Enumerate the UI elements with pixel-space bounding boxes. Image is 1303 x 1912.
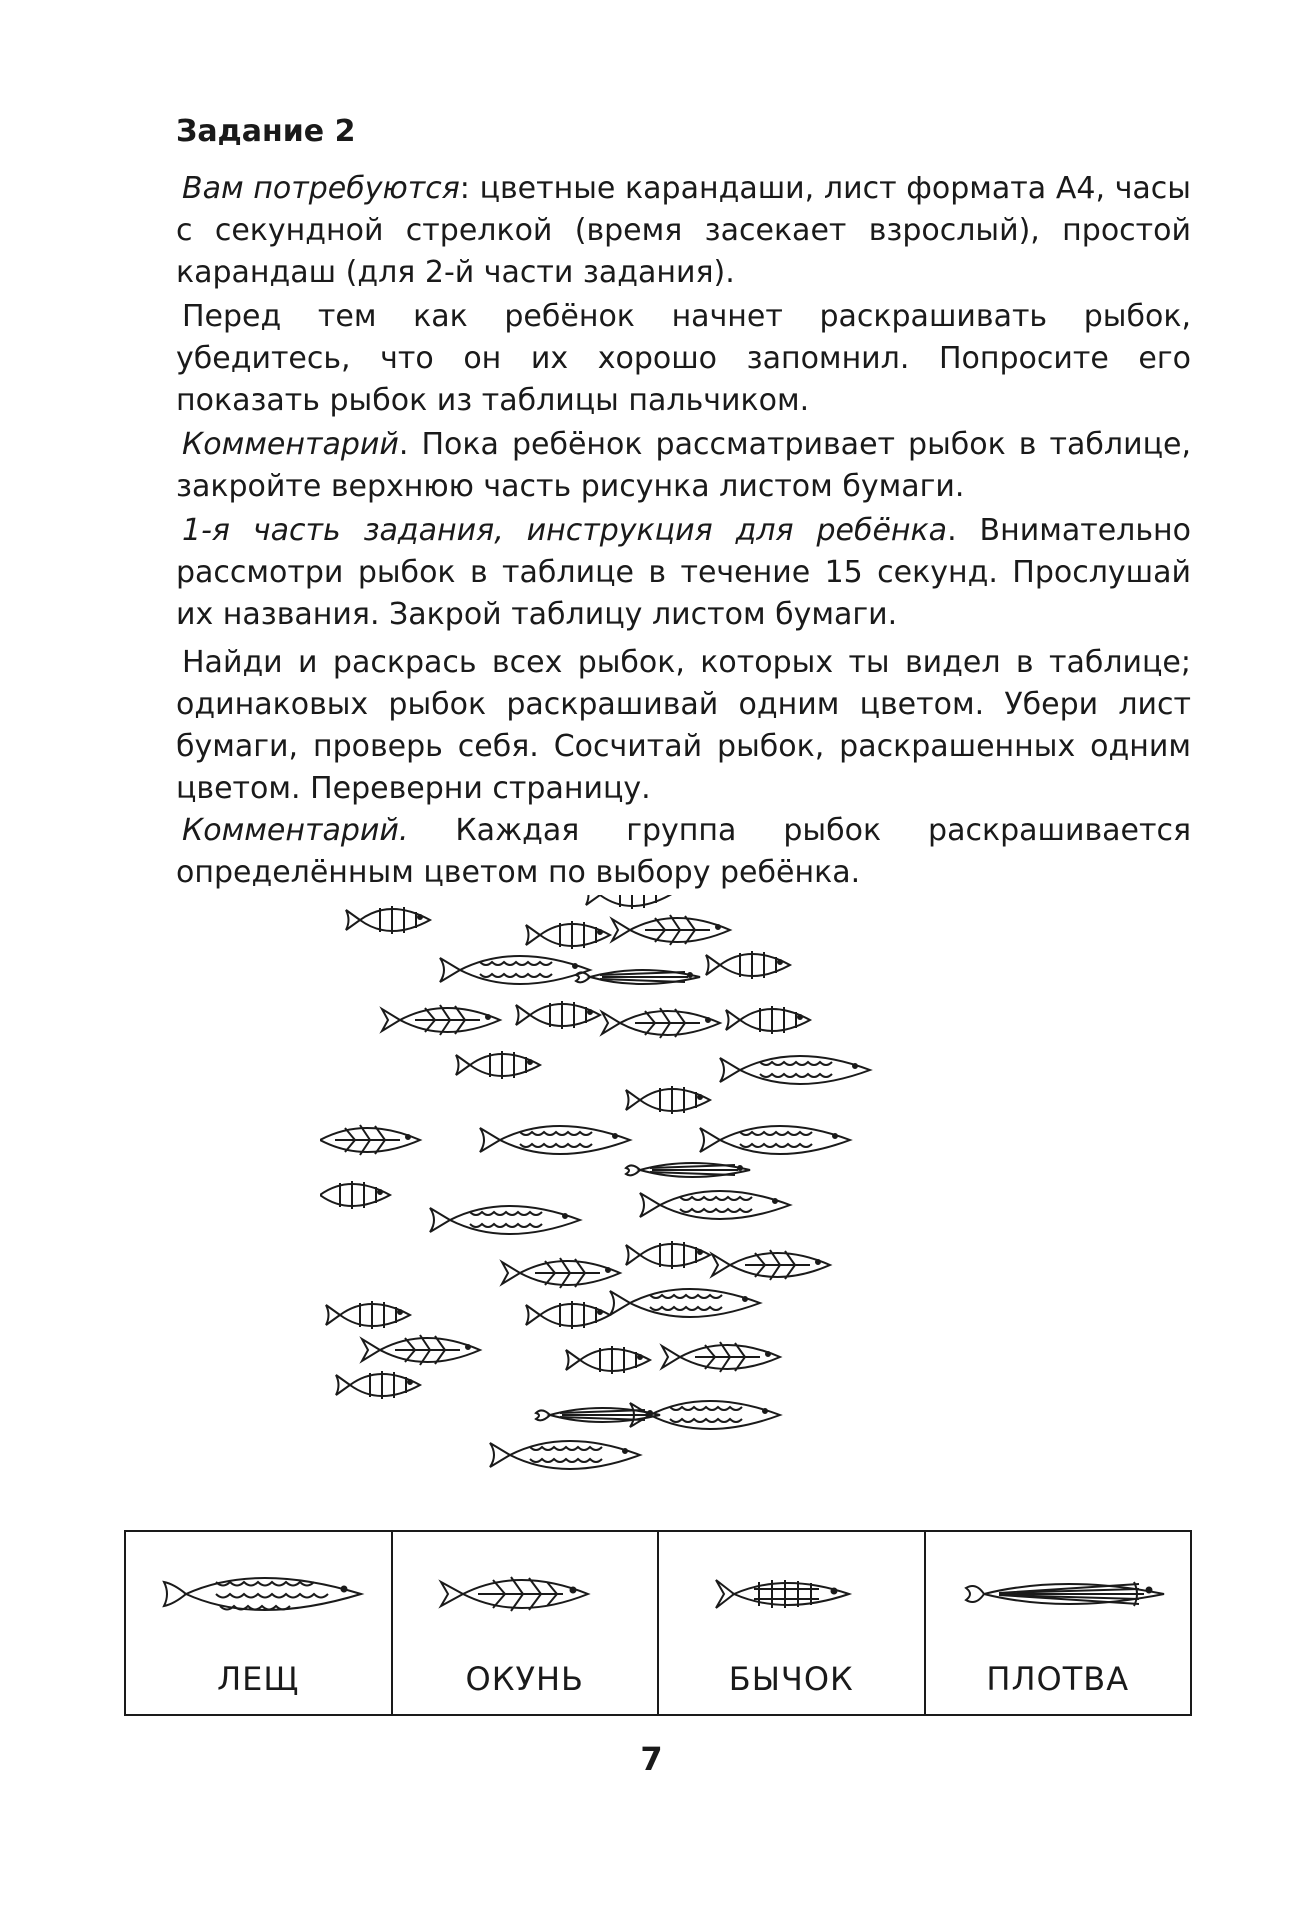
fish-cell-perch	[393, 1532, 660, 1714]
paragraph-text: . Внимательно рассмотри рыбок в таблице в течение 15 секунд. Прослушай их названия. Закрой таблицу листом бумаги.	[176, 513, 1191, 632]
paragraph-text: Найди и раскрась всех рыбок, которых ты видел в таблице; одинаковых рыбок раскрашивай одним цветом. Убери лист бумаги, проверь себя. Сосчитай рыбок, раскрашенных одним цветом. Переверни страницу.	[176, 645, 1191, 806]
paragraph-text: Перед тем как ребёнок начнет раскрашивать рыбок, убедитесь, что он их хорошо запомнил. Попросите его показать рыбок из таблицы пальчиком.	[176, 299, 1191, 418]
fish-school-illustration	[320, 895, 1020, 1495]
fish-name-label: ЛЕЩ	[217, 1660, 300, 1698]
fish-name-label: БЫЧОК	[728, 1660, 854, 1698]
page-number: 7	[640, 1740, 663, 1778]
fish-name-label: ПЛОТВА	[986, 1660, 1130, 1698]
grid-fish-icon	[679, 1554, 909, 1634]
fish-cell-bream	[126, 1532, 393, 1714]
scaled-fish-icon	[146, 1554, 376, 1634]
paragraph-lead: 1-я часть задания, инструкция для ребёнка	[182, 513, 948, 548]
paragraph-lead: Комментарий	[182, 427, 399, 462]
paragraph-preparation	[176, 296, 1191, 422]
paragraph-text: Каждая группа рыбок раскрашивается определённым цветом по выбору ребёнка.	[176, 813, 1191, 890]
paragraph-instruction	[176, 510, 1191, 636]
fish-cell-goby	[659, 1532, 926, 1714]
fish-cell-roach	[926, 1532, 1191, 1714]
striped-fish-icon	[946, 1554, 1176, 1634]
paragraph-comment-2	[176, 810, 1191, 894]
paragraph-lead: Комментарий.	[182, 813, 409, 848]
paragraph-comment-1	[176, 424, 1191, 508]
paragraph-lead: Вам потребуются	[182, 171, 460, 206]
leaf-fish-icon	[413, 1554, 643, 1634]
fish-name-label: ОКУНЬ	[465, 1660, 584, 1698]
paragraph-text: : цветные карандаши, лист формата А4, часы с секундной стрелкой (время засекает взрослый), простой карандаш (для 2-й части задания).	[176, 171, 1191, 290]
paragraph-text: . Пока ребёнок рассматривает рыбок в таблице, закройте верхнюю часть рисунка листом бумаги.	[176, 427, 1191, 504]
paragraph-task-steps	[176, 642, 1191, 810]
paragraph-materials	[176, 168, 1191, 294]
task-title: Задание 2	[176, 114, 356, 149]
fish-reference-table	[124, 1530, 1192, 1716]
